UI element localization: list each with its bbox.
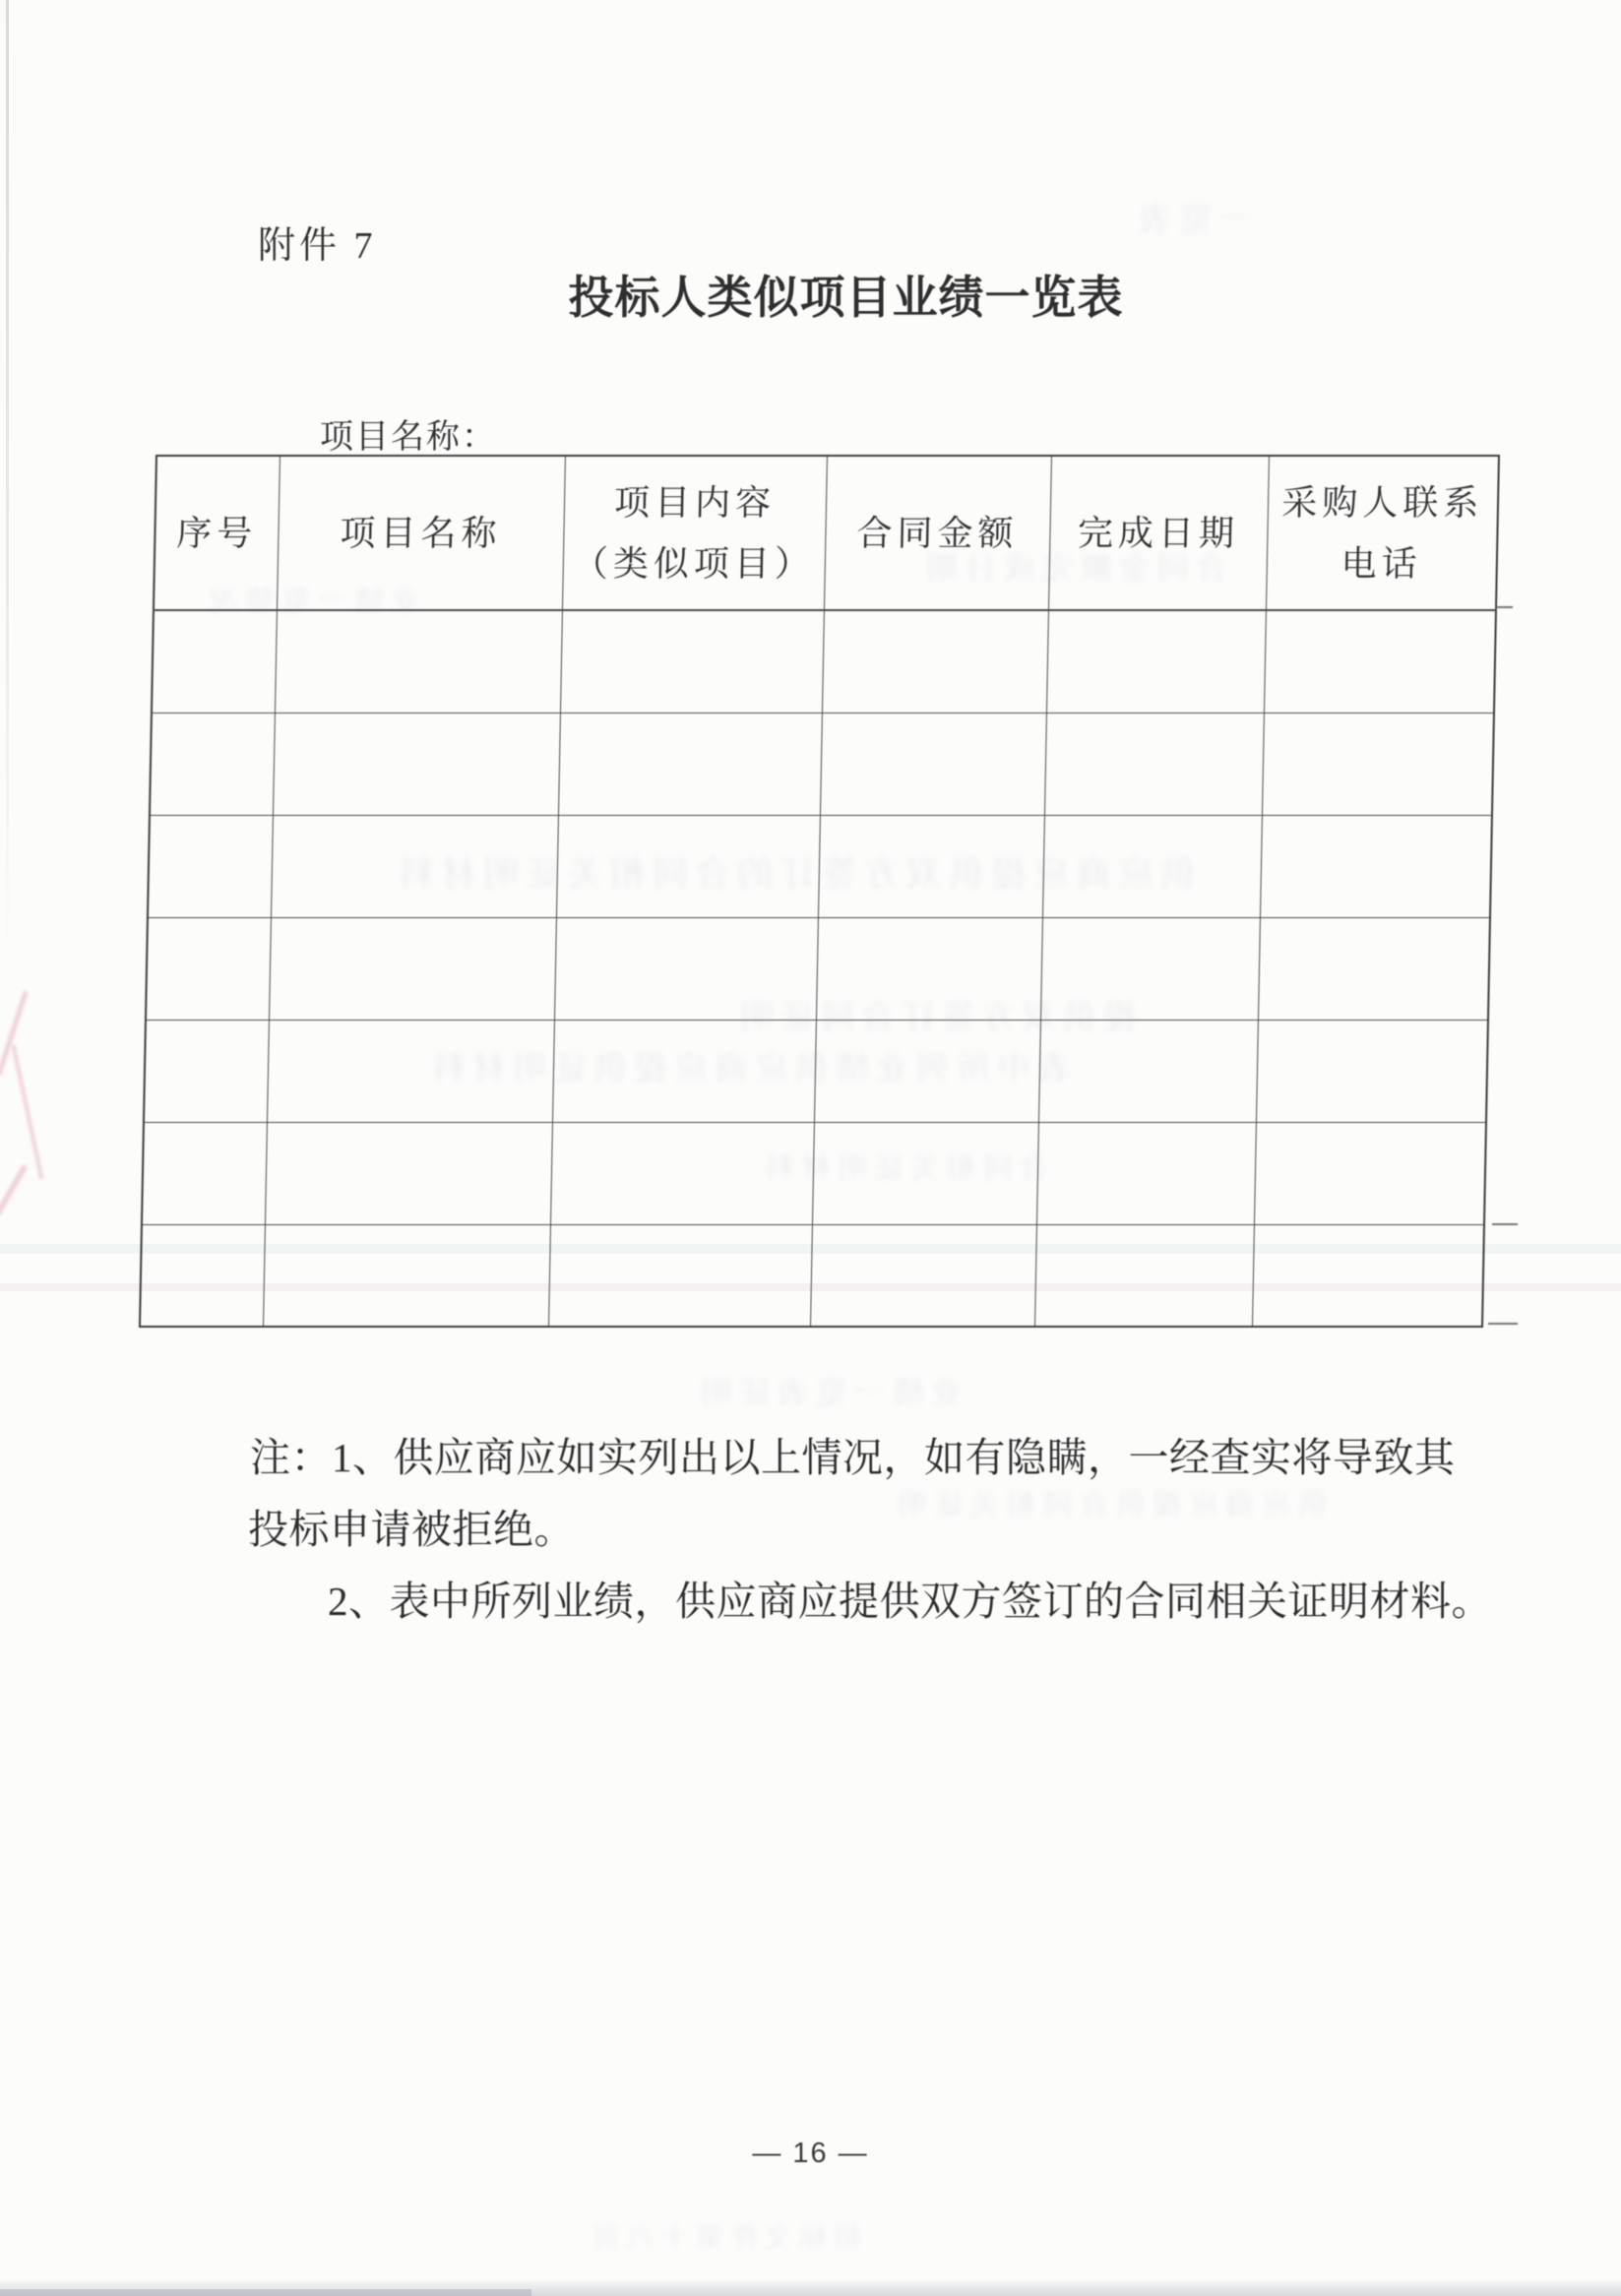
table-row <box>140 1224 1484 1327</box>
empty-cell <box>275 610 562 713</box>
empty-cell <box>1036 1122 1256 1224</box>
ink-smudge-artifact <box>11 1044 43 1180</box>
empty-cell <box>148 815 273 917</box>
empty-cell <box>548 1224 812 1327</box>
table-line-overshoot <box>1492 1223 1518 1225</box>
bleedthrough-artifact: 业绩一览表证明 <box>694 1375 964 1410</box>
empty-cell <box>1046 610 1266 713</box>
empty-cell <box>150 713 275 815</box>
col-header-completion-date: 完成日期 <box>1048 456 1269 610</box>
empty-cell <box>560 610 824 713</box>
empty-cell <box>1044 713 1264 815</box>
bleedthrough-artifact: 一览表 <box>1132 203 1253 239</box>
table-body <box>140 610 1496 1327</box>
table-line-overshoot <box>1488 1323 1518 1325</box>
empty-cell <box>820 713 1046 815</box>
bleedthrough-artifact: 合同相关证明材料 <box>758 1152 1049 1185</box>
table-line-overshoot <box>1495 606 1513 608</box>
bleedthrough-artifact: 招标文件第十六页 <box>586 2223 862 2254</box>
empty-cell <box>269 917 556 1020</box>
empty-cell <box>152 610 277 713</box>
empty-cell <box>273 713 560 815</box>
bleedthrough-artifact: 业绩一览情况 <box>202 586 420 618</box>
note-line-1: 注：1、供应商应如实列出以上情况，如有隐瞒，一经查实将导致其 <box>250 1435 1456 1480</box>
col-header-seq-no: 序号 <box>154 456 280 610</box>
empty-cell <box>1264 610 1496 713</box>
table-row <box>150 713 1494 815</box>
empty-cell <box>265 1122 552 1224</box>
col-header-contract-amount: 合同金额 <box>824 456 1051 610</box>
col-header-project-content: 项目内容 （类似项目） <box>562 456 827 610</box>
project-name-label: 项目名称： <box>320 419 497 456</box>
note-line-2: 投标申请被拒绝。 <box>248 1507 575 1552</box>
page-number: — 16 — <box>752 2138 869 2169</box>
empty-cell <box>146 917 271 1020</box>
empty-cell <box>1260 815 1492 917</box>
scan-band-artifact <box>0 2289 531 2296</box>
col-header-purchaser-phone: 采购人联系 电话 <box>1266 456 1499 610</box>
col-header-project-name: 项目名称 <box>277 456 565 610</box>
table-row <box>152 610 1496 713</box>
bleedthrough-artifact: 表中所列业绩供应商应提供证明材料 <box>425 1051 1071 1087</box>
empty-cell <box>1262 713 1494 815</box>
scan-edge-artifact <box>6 0 9 964</box>
bleedthrough-artifact: 供应商应提供双方签订的合同相关证明材料 <box>392 854 1197 894</box>
page-title: 投标人类似项目业绩一览表 <box>568 273 1124 323</box>
empty-cell <box>810 1224 1036 1327</box>
empty-cell <box>1034 1224 1254 1327</box>
ink-smudge-artifact <box>0 1164 29 1218</box>
note-line-3: 2、表中所列业绩，供应商应提供双方签订的合同相关证明材料。 <box>328 1579 1492 1624</box>
empty-cell <box>1256 1020 1488 1122</box>
bleedthrough-artifact: 提供双方签订合同证明 <box>733 1000 1137 1036</box>
empty-cell <box>263 1224 550 1327</box>
empty-cell <box>1254 1122 1486 1224</box>
empty-cell <box>822 610 1048 713</box>
empty-cell <box>1252 1224 1484 1327</box>
ink-smudge-artifact <box>0 990 29 1076</box>
bleedthrough-artifact: 供应商应提供合同相关证明 <box>891 1489 1328 1521</box>
empty-cell <box>144 1020 269 1122</box>
bleedthrough-artifact: 合同金额完成日期 <box>920 550 1228 586</box>
empty-cell <box>558 713 822 815</box>
empty-cell <box>140 1224 265 1327</box>
empty-cell <box>1258 917 1490 1020</box>
attachment-label: 附件 7 <box>258 225 377 267</box>
empty-cell <box>142 1122 267 1224</box>
